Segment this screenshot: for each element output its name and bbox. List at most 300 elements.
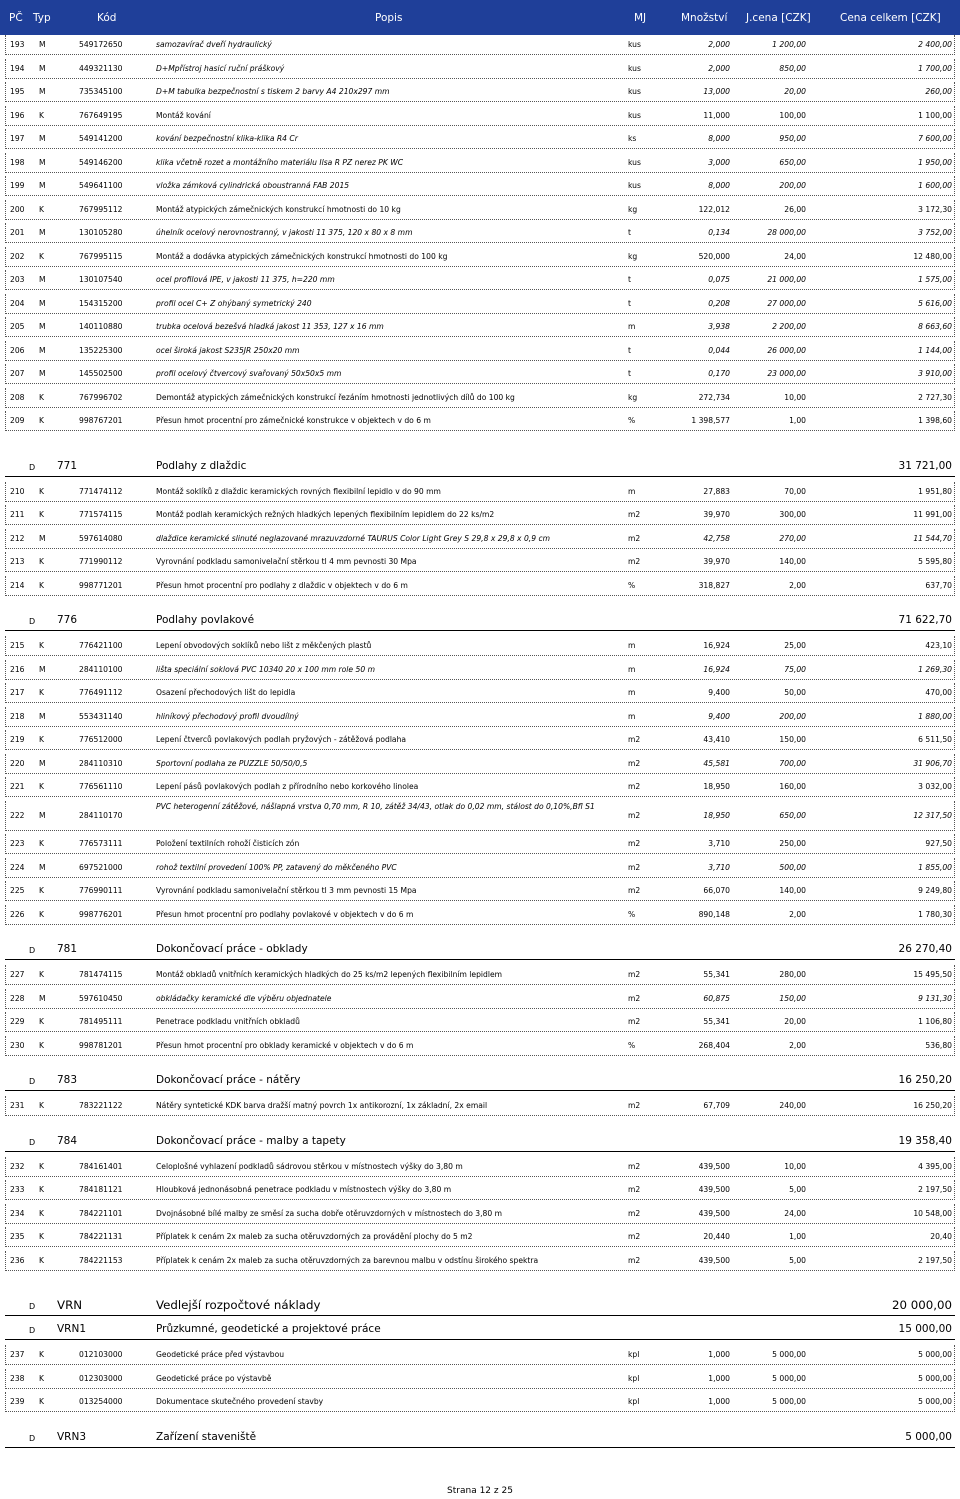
row-left-border [5,364,6,384]
description-cell: Montáž podlah keramických režných hladkých lepených flexibilním lepidlem do 22 ks/m2 [156,510,495,519]
unit-price-cell: 2 200,00 [772,322,806,331]
section-marker: D [29,1433,36,1443]
pc-cell: 203 [10,275,25,284]
row-divider [5,1246,955,1247]
unit-price-cell: 26,00 [784,204,806,214]
row-right-border [954,777,955,797]
row-left-border [5,1345,6,1365]
section-marker: D [29,1302,36,1311]
unit-price-cell: 500,00 [779,862,806,872]
table-row [5,1392,955,1412]
row-right-border [954,1157,955,1177]
description-cell: Osazení přechodových lišt do lepidla [156,688,296,697]
section-code: 783 [57,1074,78,1086]
typ-cell: K [39,782,44,791]
unit-price-cell: 2,00 [789,580,806,590]
quantity-cell: 67,709 [703,1101,730,1110]
code-cell: 549641100 [79,181,123,190]
row-divider [5,900,955,901]
unit-price-cell: 50,00 [784,688,806,697]
pc-cell: 237 [10,1350,25,1359]
pc-cell: 232 [10,1161,25,1171]
pc-cell: 215 [10,641,25,650]
row-right-border [954,754,955,774]
total-cell: 2 197,50 [918,1185,952,1194]
description-cell: PVC heterogenní zátěžové, nášlapná vrstva 0,70 mm, R 10, zátěž 34/43, otlak do 0,02 mm, stálost do 0,10%,Bfl S1 [156,801,595,811]
row-left-border [5,270,6,290]
description-cell: Lepení pásů povlakových podlah z přírodního nebo korkového linolea [156,782,419,791]
unit-price-cell: 20,00 [784,87,806,96]
unit-cell: % [628,416,636,425]
description-cell: Montáž obkladů vnitřních keramických hladkých do 25 ks/m2 lepených flexibilním lepidlem [156,970,503,979]
row-divider [5,524,955,525]
section-title: Podlahy z dlaždic [156,459,247,472]
unit-cell: m2 [628,993,641,1003]
header-cena: J.cena [CZK] [746,12,811,24]
unit-price-cell: 250,00 [779,839,806,848]
total-cell: 1 100,00 [918,110,952,120]
header-popis: Popis [375,12,403,24]
unit-price-cell: 21 000,00 [767,275,806,284]
row-divider [5,1008,955,1009]
table-row [5,576,955,596]
code-cell: 597614080 [79,533,123,543]
description-cell: Geodetické práce po výstavbě [156,1373,272,1383]
unit-price-cell: 5 000,00 [772,1350,806,1359]
total-cell: 260,00 [925,87,952,96]
unit-cell: t [628,369,631,378]
pc-cell: 234 [10,1208,25,1218]
row-divider [5,289,955,290]
row-divider [5,195,955,196]
total-cell: 2 727,30 [918,392,952,402]
total-cell: 3 032,00 [918,782,952,791]
section-code: 784 [57,1134,78,1147]
pc-cell: 227 [10,970,25,979]
total-cell: 423,10 [925,641,952,650]
unit-price-cell: 150,00 [779,993,806,1003]
total-cell: 2 400,00 [918,40,952,49]
section-heading [5,1428,955,1448]
pc-cell: 204 [10,298,25,308]
total-cell: 1 700,00 [918,63,952,73]
typ-cell: K [39,1232,44,1241]
section-underline [5,1090,955,1091]
quantity-cell: 520,000 [698,251,730,261]
row-divider [5,383,955,384]
total-cell: 470,00 [925,688,952,697]
row-right-border [954,1392,955,1412]
unit-price-cell: 100,00 [779,110,806,120]
pc-cell: 221 [10,782,25,791]
row-left-border [5,989,6,1009]
quantity-cell: 39,970 [703,510,730,519]
unit-price-cell: 5,00 [789,1185,806,1194]
code-cell: 776491112 [79,688,123,697]
unit-cell: m [628,486,636,496]
row-right-border [954,965,955,985]
row-divider [5,407,955,408]
table-row [5,965,955,985]
description-cell: Nátěry syntetické KDK barva dražší matný povrch 1x antikorozní, 1x základní, 2x email [156,1101,488,1110]
typ-cell: M [39,87,46,96]
unit-price-cell: 150,00 [779,735,806,744]
row-left-border [5,801,6,831]
quantity-cell: 1,000 [708,1397,730,1406]
description-cell: Montáž soklíků z dlaždic keramických rovných flexibilní lepidlo v do 90 mm [156,486,441,496]
unit-price-cell: 24,00 [784,1208,806,1218]
section-heading [5,1320,955,1340]
description-cell: Montáž atypických zámečnických konstrukcí hmotnosti do 10 kg [156,204,401,214]
pc-cell: 224 [10,862,25,872]
unit-cell: % [628,580,636,590]
row-divider [5,984,955,985]
unit-cell: m2 [628,782,641,791]
pc-cell: 199 [10,181,25,190]
section-total: 5 000,00 [905,1430,952,1443]
code-cell: 735345100 [79,87,123,96]
code-cell: 767995115 [79,251,123,261]
typ-cell: K [39,392,44,402]
pc-cell: 222 [10,810,25,820]
pc-cell: 239 [10,1397,25,1406]
row-right-border [954,270,955,290]
table-row [5,834,955,854]
total-cell: 3 752,00 [918,228,952,237]
row-divider [5,1270,955,1271]
row-right-border [954,200,955,220]
table-row [5,989,955,1009]
pc-cell: 194 [10,63,25,73]
section-underline [5,476,955,477]
quantity-cell: 272,734 [698,392,730,402]
typ-cell: K [39,1208,44,1218]
code-cell: 781474115 [79,970,123,979]
table-row [5,317,955,337]
section-total: 20 000,00 [891,1298,952,1312]
quantity-cell: 9,400 [708,711,730,721]
unit-price-cell: 700,00 [779,758,806,768]
row-left-border [5,200,6,220]
row-right-border [954,730,955,750]
table-row [5,1204,955,1224]
quantity-cell: 3,710 [708,839,730,848]
unit-price-cell: 70,00 [784,486,806,496]
unit-cell: kus [628,87,641,96]
typ-cell: M [39,993,46,1003]
row-right-border [954,1369,955,1389]
total-cell: 1 855,00 [918,862,952,872]
pc-cell: 198 [10,157,25,167]
description-cell: Příplatek k cenám 2x maleb za sucha otěruvzdorných za provádění plochy do 5 m2 [156,1232,473,1241]
row-left-border [5,660,6,680]
description-cell: vložka zámková cylindrická oboustranná FAB 2015 [156,181,350,190]
section-title: Dokončovací práce - nátěry [156,1074,301,1086]
row-divider [5,1411,955,1412]
total-cell: 9 131,30 [918,993,952,1003]
quantity-cell: 1,000 [708,1373,730,1383]
code-cell: 998767201 [79,416,123,425]
description-cell: Hloubková jednonásobná penetrace podkladu v místnostech výšky do 3,80 m [156,1185,452,1194]
row-right-border [954,834,955,854]
typ-cell: K [39,886,44,895]
row-left-border [5,1036,6,1056]
typ-cell: K [39,1161,44,1171]
unit-price-cell: 270,00 [779,533,806,543]
unit-price-cell: 200,00 [779,711,806,721]
pc-cell: 231 [10,1101,25,1110]
row-divider [5,1031,955,1032]
section-title: Zařízení staveniště [156,1430,257,1443]
table-row [5,552,955,572]
total-cell: 1 780,30 [918,909,952,919]
typ-cell: K [39,580,44,590]
section-title: Dokončovací práce - obklady [156,943,308,955]
pc-cell: 238 [10,1373,25,1383]
code-cell: 154315200 [79,298,123,308]
description-cell: Příplatek k cenám 2x maleb za sucha otěruvzdorných za barevnou malbu v odstínu širokého spektra [156,1255,539,1265]
total-cell: 10 548,00 [913,1208,952,1218]
section-marker: D [29,617,36,626]
pc-cell: 219 [10,735,25,744]
description-cell: Sportovní podlaha ze PUZZLE 50/50/0,5 [156,758,308,768]
section-heading [5,611,955,631]
row-left-border [5,834,6,854]
row-right-border [954,341,955,361]
section-heading [5,457,955,477]
unit-price-cell: 20,00 [784,1017,806,1026]
total-cell: 5 000,00 [918,1397,952,1406]
total-cell: 1 144,00 [918,345,952,355]
section-marker: D [29,1077,36,1086]
row-left-border [5,1012,6,1032]
quantity-cell: 439,500 [698,1185,730,1194]
table-row [5,777,955,797]
row-left-border [5,176,6,196]
code-cell: 998776201 [79,909,123,919]
total-cell: 5 616,00 [918,298,952,308]
pc-cell: 226 [10,909,25,919]
row-right-border [954,1180,955,1200]
total-cell: 1 950,00 [918,157,952,167]
pc-cell: 214 [10,580,25,590]
row-left-border [5,636,6,656]
row-left-border [5,35,6,55]
row-left-border [5,1180,6,1200]
row-left-border [5,505,6,525]
table-row [5,683,955,703]
row-left-border [5,59,6,79]
description-cell: ocel profilová IPE, v jakosti 11 375, h=220 mm [156,275,335,284]
row-divider [5,430,955,431]
code-cell: 776512000 [79,735,123,744]
unit-cell: m2 [628,1185,641,1194]
row-left-border [5,294,6,314]
table-row [5,388,955,408]
typ-cell: K [39,1255,44,1265]
typ-cell: K [39,641,44,650]
table-row [5,35,955,55]
row-right-border [954,707,955,727]
row-right-border [954,505,955,525]
row-divider [5,749,955,750]
unit-price-cell: 27 000,00 [767,298,806,308]
typ-cell: K [39,416,44,425]
section-code: VRN [57,1298,83,1312]
total-cell: 1 575,00 [918,275,952,284]
pc-cell: 197 [10,134,25,143]
total-cell: 16 250,20 [913,1101,952,1110]
unit-cell: m2 [628,510,641,519]
total-cell: 8 663,60 [918,322,952,331]
section-underline [5,959,955,960]
row-left-border [5,529,6,549]
code-cell: 776990111 [79,886,123,895]
unit-cell: kus [628,63,641,73]
typ-cell: M [39,63,46,73]
row-left-border [5,1227,6,1247]
table-row [5,1180,955,1200]
typ-cell: K [39,839,44,848]
pc-cell: 193 [10,40,25,49]
row-left-border [5,317,6,337]
quantity-cell: 45,581 [703,758,730,768]
typ-cell: K [39,1017,44,1026]
pc-cell: 211 [10,510,25,519]
section-marker: D [29,1137,36,1147]
row-left-border [5,754,6,774]
row-right-border [954,411,955,431]
typ-cell: M [39,40,46,49]
unit-cell: kpl [628,1373,640,1383]
quantity-cell: 439,500 [698,1255,730,1265]
row-divider [5,548,955,549]
budget-table [0,35,960,1485]
table-row [5,176,955,196]
quantity-cell: 2,000 [708,63,730,73]
total-cell: 6 511,50 [918,735,952,744]
unit-price-cell: 650,00 [779,810,806,820]
description-cell: klika včetně rozet a montážního materiálu Ilsa R PZ nerez PK WC [156,157,404,167]
code-cell: 135225300 [79,345,123,355]
table-row [5,529,955,549]
row-divider [5,219,955,220]
total-cell: 3 172,30 [918,204,952,214]
row-right-border [954,223,955,243]
typ-cell: K [39,1101,44,1110]
unit-price-cell: 1,00 [789,416,806,425]
quantity-cell: 890,148 [698,909,730,919]
unit-cell: m [628,664,636,674]
table-row [5,660,955,680]
quantity-cell: 8,000 [708,134,730,143]
section-code: VRN1 [57,1323,87,1335]
row-divider [5,679,955,680]
typ-cell: K [39,1350,44,1359]
unit-price-cell: 1 200,00 [772,40,806,49]
quantity-cell: 122,012 [698,204,730,214]
pc-cell: 230 [10,1040,25,1050]
row-right-border [954,552,955,572]
unit-price-cell: 25,00 [784,641,806,650]
table-row [5,801,955,831]
unit-cell: m2 [628,1232,641,1241]
row-left-border [5,1096,6,1116]
unit-cell: m2 [628,1161,641,1171]
typ-cell: K [39,204,44,214]
row-left-border [5,106,6,126]
row-right-border [954,881,955,901]
unit-price-cell: 140,00 [779,557,806,566]
table-header [0,0,960,35]
total-cell: 927,50 [925,839,952,848]
quantity-cell: 9,400 [708,688,730,697]
total-cell: 11 991,00 [913,510,952,519]
header-mnozstvi: Množství [681,12,728,24]
pc-cell: 213 [10,557,25,566]
row-left-border [5,1392,6,1412]
total-cell: 11 544,70 [913,533,952,543]
typ-cell: M [39,369,46,378]
row-right-border [954,801,955,831]
total-cell: 637,70 [925,580,952,590]
code-cell: 998771201 [79,580,123,590]
pc-cell: 216 [10,664,25,674]
row-right-border [954,294,955,314]
pc-cell: 202 [10,251,25,261]
section-heading [5,940,955,960]
row-left-border [5,1251,6,1271]
row-divider [5,796,955,797]
row-left-border [5,129,6,149]
code-cell: 284110170 [79,810,123,820]
unit-price-cell: 280,00 [779,970,806,979]
description-cell: Celoplošné vyhlazení podkladů sádrovou stěrkou v místnostech výšky do 3,80 m [156,1161,463,1171]
row-right-border [954,683,955,703]
row-right-border [954,989,955,1009]
header-mj: MJ [634,12,647,24]
pc-cell: 223 [10,839,25,848]
row-left-border [5,247,6,267]
table-row [5,223,955,243]
typ-cell: K [39,1397,44,1406]
quantity-cell: 60,875 [703,993,730,1003]
unit-cell: m [628,641,636,650]
quantity-cell: 0,170 [708,369,730,378]
description-cell: dlaždice keramické slinuté neglazované mrazuvzdorné TAURUS Color Light Grey S 29,8 x 29,8 x 0,9 cm [156,533,551,543]
row-right-border [954,1204,955,1224]
row-left-border [5,341,6,361]
total-cell: 7 600,00 [918,134,952,143]
section-title: Podlahy povlakové [156,614,255,626]
code-cell: 697521000 [79,862,123,872]
total-cell: 5 595,80 [918,557,952,566]
typ-cell: K [39,110,44,120]
row-divider [5,1115,955,1116]
table-row [5,129,955,149]
code-cell: 767996702 [79,392,123,402]
quantity-cell: 39,970 [703,557,730,566]
row-right-border [954,1036,955,1056]
row-divider [5,655,955,656]
row-divider [5,877,955,878]
typ-cell: K [39,909,44,919]
section-code: VRN3 [57,1430,87,1443]
pc-cell: 217 [10,688,25,697]
header-typ: Typ [33,12,51,24]
row-left-border [5,1369,6,1389]
typ-cell: K [39,1185,44,1194]
